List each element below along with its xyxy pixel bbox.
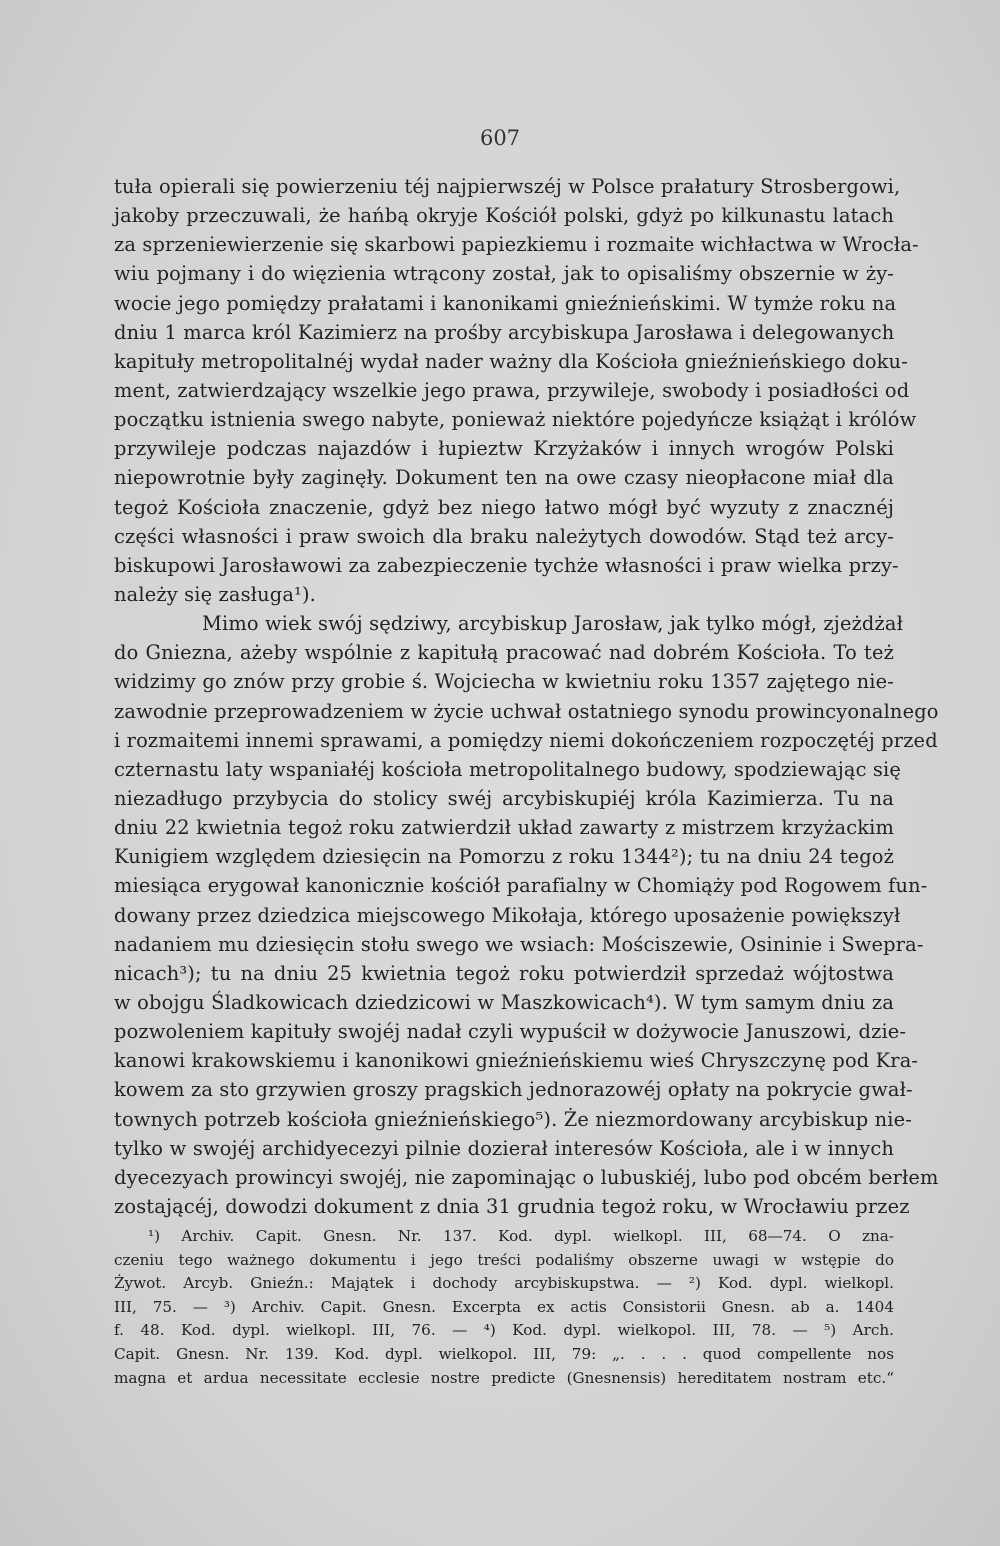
text-line: tegoż Kościoła znaczenie, gdyż bez niego łatwo mógł być wyzuty z znacznéj xyxy=(114,495,894,519)
text-line: wocie jego pomiędzy prałatami i kanonikami gnieźnieńskimi. W tymże roku na xyxy=(114,291,897,315)
text-line: należy się zasługa¹). xyxy=(114,582,316,606)
footnote-line: III, 75. — ³) Archiv. Capit. Gnesn. Excerpta ex actis Consistorii Gnesn. ab a. 1404 xyxy=(114,1297,894,1316)
text-line: jakoby przeczuwali, że hańbą okryje Kościół polski, gdyż po kilkunastu latach xyxy=(114,204,894,228)
text-line: w obojgu Śladkowicach dziedzicowi w Maszkowicach⁴). W tym samym dniu za xyxy=(114,990,894,1014)
text-line: nadaniem mu dziesięcin stołu swego we wsiach: Mościszewie, Osininie i Swepra- xyxy=(114,932,924,956)
main-text xyxy=(114,172,939,1221)
text-line: nicach³); tu na dniu 25 kwietnia tegoż roku potwierdził sprzedaż wójtostwa xyxy=(114,961,894,985)
text-line: widzimy go znów przy grobie ś. Wojciecha w kwietniu roku 1357 zajętego nie- xyxy=(114,670,894,694)
text-line: za sprzeniewierzenie się skarbowi papiezkiemu i rozmaite wichłactwa w Wrocła- xyxy=(114,233,919,257)
text-line: ment, zatwierdzający wszelkie jego prawa, przywileje, swobody i posiadłości od xyxy=(114,378,910,402)
text-line: kapituły metropolitalnéj wydał nader ważny dla Kościoła gnieźnieńskiego doku- xyxy=(114,349,908,373)
text-line: dniu 22 kwietnia tegoż roku zatwierdził układ zawarty z mistrzem krzyżackim xyxy=(114,816,894,840)
text-line: tuła opierali się powierzeniu téj najpierwszéj w Polsce prałatury Strosbergowi, xyxy=(114,175,901,198)
text-line: Mimo wiek swój sędziwy, arcybiskup Jarosław, jak tylko mógł, zjeżdżał xyxy=(202,612,904,636)
footnote-line: magna et ardua necessitate ecclesie nostre predicte (Gnesnensis) hereditatem nostram etc.“ xyxy=(114,1368,894,1387)
text-line: kanowi krakowskiemu i kanonikowi gnieźnieńskiemu wieś Chryszczynę pod Kra- xyxy=(114,1049,919,1073)
text-line: biskupowi Jarosławowi za zabezpieczenie tychże własności i praw wielka przy- xyxy=(114,553,899,577)
text-line: przywileje podczas najazdów i łupieztw Krzyżaków i innych wrogów Polski xyxy=(114,437,894,461)
footnote-line: czeniu tego ważnego dokumentu i jego treści podaliśmy obszerne uwagi w wstępie do xyxy=(114,1250,894,1269)
text-line: wiu pojmany i do więzienia wtrącony został, jak to opisaliśmy obszernie w ży- xyxy=(114,262,894,286)
footnote-line: f. 48. Kod. dypl. wielkopl. III, 76. — ⁴) Kod. dypl. wielkopol. III, 78. — ⁵) Arch. xyxy=(114,1321,894,1340)
footnotes xyxy=(114,1225,894,1390)
text-line: dniu 1 marca król Kazimierz na prośby arcybiskupa Jarosława i delegowanych xyxy=(114,320,895,344)
text-line: dyecezyach prowincyi swojéj, nie zapominając o lubuskiéj, lubo pod obcém berłem xyxy=(114,1165,939,1189)
text-line: pozwoleniem kapituły swojéj nadał czyli wypuścił w dożywocie Januszowi, dzie- xyxy=(114,1020,907,1044)
footnote-line: Capit. Gnesn. Nr. 139. Kod. dypl. wielkopol. III, 79: „. . . . quod compellente nos xyxy=(114,1344,894,1363)
text-line: części własności i praw swoich dla braku należytych dowodów. Stąd też arcy- xyxy=(114,524,894,548)
text-line: miesiąca erygował kanonicznie kościół parafialny w Chomiąży pod Rogowem fun- xyxy=(114,874,928,898)
text-line: niezadługo przybycia do stolicy swéj arcybiskupiéj króla Kazimierza. Tu na xyxy=(114,786,894,810)
text-line: do Gniezna, ażeby wspólnie z kapitułą pracować nad dobrém Kościoła. To też xyxy=(114,641,894,665)
text-line: niepowrotnie były zaginęły. Dokument ten na owe czasy nieopłacone miał dla xyxy=(114,466,894,490)
text-line: czternastu laty wspaniałéj kościoła metropolitalnego budowy, spodziewając się xyxy=(114,757,901,781)
footnote-line: ¹) Archiv. Capit. Gnesn. Nr. 137. Kod. dypl. wielkopl. III, 68—74. O zna- xyxy=(148,1227,894,1245)
text-line: i rozmaitemi innemi sprawami, a pomiędzy niemi dokończeniem rozpoczętéj przed xyxy=(114,728,938,752)
text-line: dowany przez dziedzica miejscowego Mikołaja, którego uposażenie powiększył xyxy=(114,903,901,927)
text-line: Kunigiem względem dziesięcin na Pomorzu z roku 1344²); tu na dniu 24 tegoż xyxy=(114,845,894,869)
text-line: początku istnienia swego nabyte, ponieważ niektóre pojedyńcze książąt i królów xyxy=(114,408,917,432)
footnote-line: Żywot. Arcyb. Gnieźn.: Majątek i dochody arcybiskupstwa. — ²) Kod. dypl. wielkopl. xyxy=(114,1274,894,1293)
text-line: townych potrzeb kościoła gnieźnieńskiego⁵). Że niezmordowany arcybiskup nie- xyxy=(114,1107,912,1131)
text-line: zawodnie przeprowadzeniem w życie uchwał ostatniego synodu prowincyonalnego xyxy=(114,699,939,723)
text-line: zostającéj, dowodzi dokument z dnia 31 grudnia tegoż roku, w Wrocławiu przez xyxy=(114,1194,910,1218)
page-number: 607 xyxy=(479,126,521,150)
text-line: tylko w swojéj archidyecezyi pilnie dozierał interesów Kościoła, ale i w innych xyxy=(114,1136,894,1160)
text-line: kowem za sto grzywien groszy pragskich jednorazowéj opłaty na pokrycie gwał- xyxy=(114,1078,913,1102)
